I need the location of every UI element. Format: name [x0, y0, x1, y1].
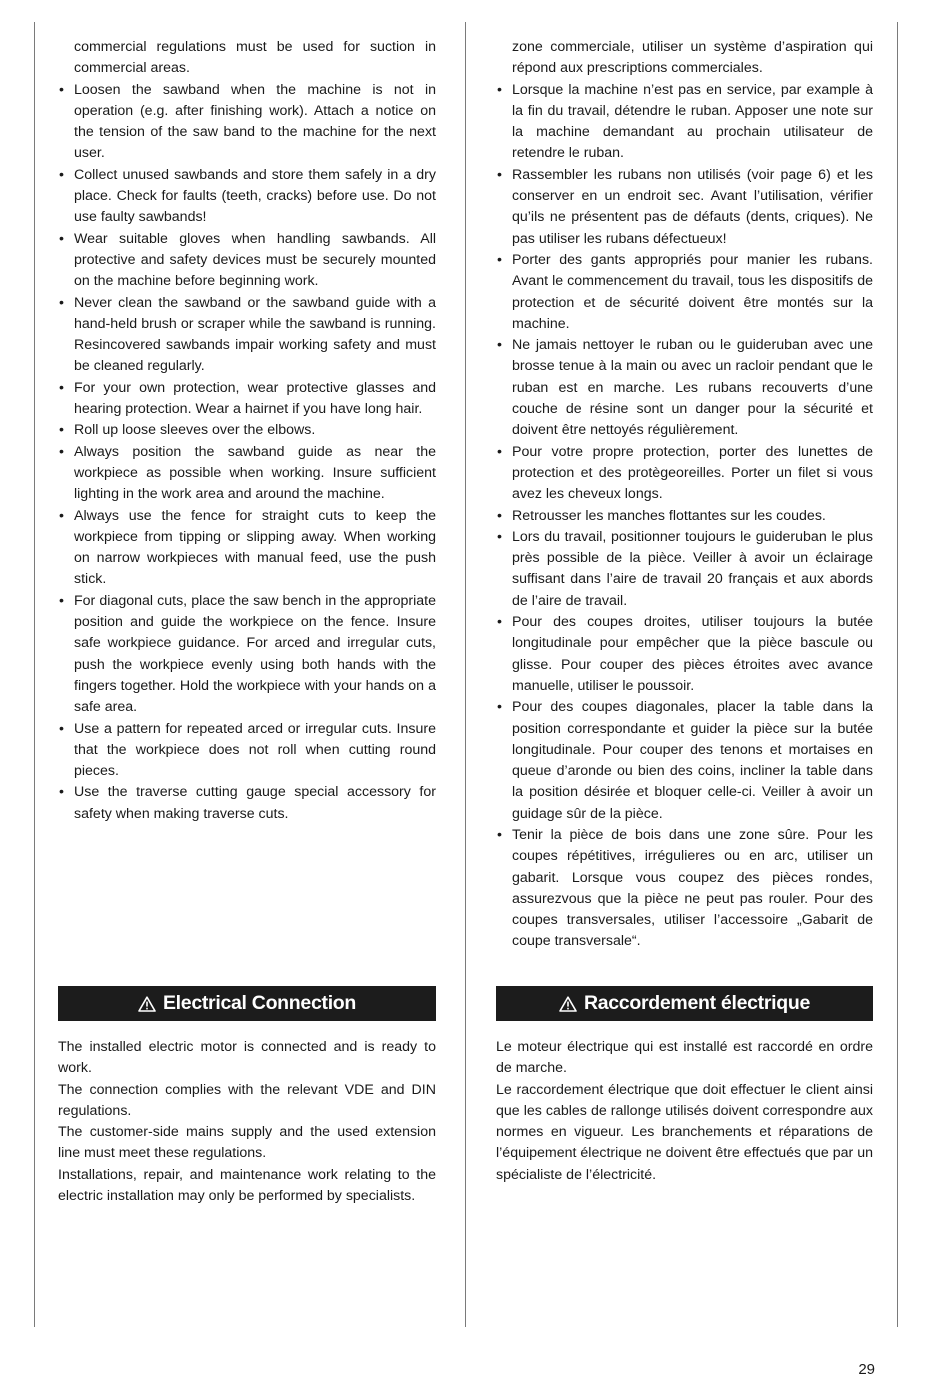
list-item: • Use a pattern for repeated arced or irregular cuts. Insure that the workpiece does not roll when cutting round pieces.	[58, 719, 436, 783]
section-title-text: Raccordement électrique	[583, 992, 811, 1014]
english-safety-column	[58, 37, 436, 825]
warning-triangle-icon	[138, 996, 156, 1012]
french-safety-column	[496, 37, 873, 953]
english-electrical-text	[58, 1037, 436, 1207]
electrical-connection-heading	[58, 986, 436, 1021]
list-item: • Ne jamais nettoyer le ruban ou le guideruban avec une brosse tenue à la main ou avec un racloir pendant que le ruban est en marche. Les rubans recouverts d’une couche de résine sont un danger pour la sécurité et doivent être nettoyés régulièrement.	[496, 335, 873, 441]
list-item: • Loosen the sawband when the machine is not in operation (e.g. after finishing work). Attach a notice on the tension of the saw band to the machine for the next user.	[58, 80, 436, 165]
english-safety-list	[58, 80, 436, 825]
list-item: • Wear suitable gloves when handling sawbands. All protective and safety devices must be securely mounted on the machine before beginning work.	[58, 229, 436, 293]
paragraph: Le raccordement électrique que doit effectuer le client ainsi que les cables de rallonge utilisés doivent correspondre aux normes en vigueur. Les branchements et réparations de l’équipement électrique ne doivent être effectués que par un spécialiste de l’électricité.	[496, 1081, 873, 1183]
list-item: • Never clean the sawband or the sawband guide with a hand-held brush or scraper while the sawband is running. Resincovered sawbands impair working safety and must be cleaned regularly.	[58, 293, 436, 378]
warning-triangle-icon	[559, 996, 577, 1012]
list-item: • For your own protection, wear protective glasses and hearing protection. Wear a hairnet if you have long hair.	[58, 378, 436, 421]
list-item: • Roll up loose sleeves over the elbows.	[58, 420, 436, 441]
list-item: • Pour des coupes droites, utiliser toujours la butée longitudinale pour empêcher que la pièce bascule ou glisse. Pour couper des pièces étroites avec avance manuelle, utiliser le poussoir.	[496, 612, 873, 697]
french-intro-continuation: zone commerciale, utiliser un système d’aspiration qui répond aux prescriptions commerciales.	[512, 39, 873, 77]
page-number: 29	[858, 1361, 875, 1378]
french-electrical-text	[496, 1037, 873, 1186]
right-margin-rule	[897, 22, 898, 1327]
left-margin-rule	[34, 22, 35, 1327]
paragraph: Le moteur électrique qui est installé est raccordé en ordre de marche.	[496, 1039, 873, 1077]
list-item: • Tenir la pièce de bois dans une zone sûre. Pour les coupes répétitives, irrégulieres ou en arc, utiliser un gabarit. Lorsque vous coupez des pièces rondes, assurezvous que la pièce ne peut pas rouler. Pour des coupes transversales, utiliser l’accessoire „Gabarit de coupe transversale“.	[496, 825, 873, 953]
list-item: • Rassembler les rubans non utilisés (voir page 6) et les conserver en un endroit sec. Avant l’utilisation, vérifier qu’ils ne présentent pas de défauts (dents, criques). Ne pas utiliser les rubans défectueux!	[496, 165, 873, 250]
paragraph: The customer-side mains supply and the used extension line must meet these regulations.	[58, 1124, 436, 1162]
french-safety-list	[496, 80, 873, 953]
list-item: • Use the traverse cutting gauge special accessory for safety when making traverse cuts.	[58, 782, 436, 825]
list-item: • Lors du travail, positionner toujours le guideruban le plus près possible de la pièce. Veiller à avoir un éclairage suffisant dans l’aire de travail 20 français et aux abords de l’aire de travail.	[496, 527, 873, 612]
list-item: • Retrousser les manches flottantes sur les coudes.	[496, 506, 873, 527]
list-item: • Lorsque la machine n’est pas en service, par example à la fin du travail, détendre le ruban. Apposer une note sur la machine demandant au prochain utilisateur de retendre le ruban.	[496, 80, 873, 165]
raccordement-electrique-heading	[496, 986, 873, 1021]
list-item: • Always use the fence for straight cuts to keep the workpiece from tipping or slipping away. When working on narrow workpieces with manual feed, use the push stick.	[58, 506, 436, 591]
list-item: • Always position the sawband guide as near the workpiece as possible when working. Insure sufficient lighting in the work area and around the machine.	[58, 442, 436, 506]
list-item: • Collect unused sawbands and store them safely in a dry place. Check for faults (teeth, cracks) before use. Do not use faulty sawbands!	[58, 165, 436, 229]
list-item: • Pour des coupes diagonales, placer la table dans la position correspondante et guider la pièce sur la butée longitudinale. Pour couper des tenons et mortaises en queue d’aronde ou bien des coins, incliner la table dans la position désirée et bloquer celle-ci. Veiller à avoir un guidage sûr de la pièce.	[496, 697, 873, 825]
section-title-text: Electrical Connection	[162, 992, 357, 1014]
paragraph: Installations, repair, and maintenance work relating to the electric installation may only be performed by specialists.	[58, 1166, 436, 1205]
center-column-rule	[465, 22, 466, 1327]
list-item: • Pour votre propre protection, porter des lunettes de protection et des protègeoreilles. Porter un filet si vous avez les cheveux longs.	[496, 442, 873, 506]
list-item: • Porter des gants appropriés pour manier les rubans. Avant le commencement du travail, tous les dispositifs de protection et de sécurité doivent être montés sur la machine.	[496, 250, 873, 335]
paragraph: The installed electric motor is connected and is ready to work.	[58, 1039, 436, 1077]
english-intro-continuation: commercial regulations must be used for suction in commercial areas.	[74, 39, 436, 77]
paragraph: The connection complies with the relevant VDE and DIN regulations.	[58, 1081, 436, 1119]
list-item: • For diagonal cuts, place the saw bench in the appropriate position and guide the workpiece on the fence. Insure safe workpiece guidance. For arced and irregular cuts, push the workpiece evenly using both hands with the fingers together. Hold the workpiece with your hands on a safe area.	[58, 591, 436, 719]
